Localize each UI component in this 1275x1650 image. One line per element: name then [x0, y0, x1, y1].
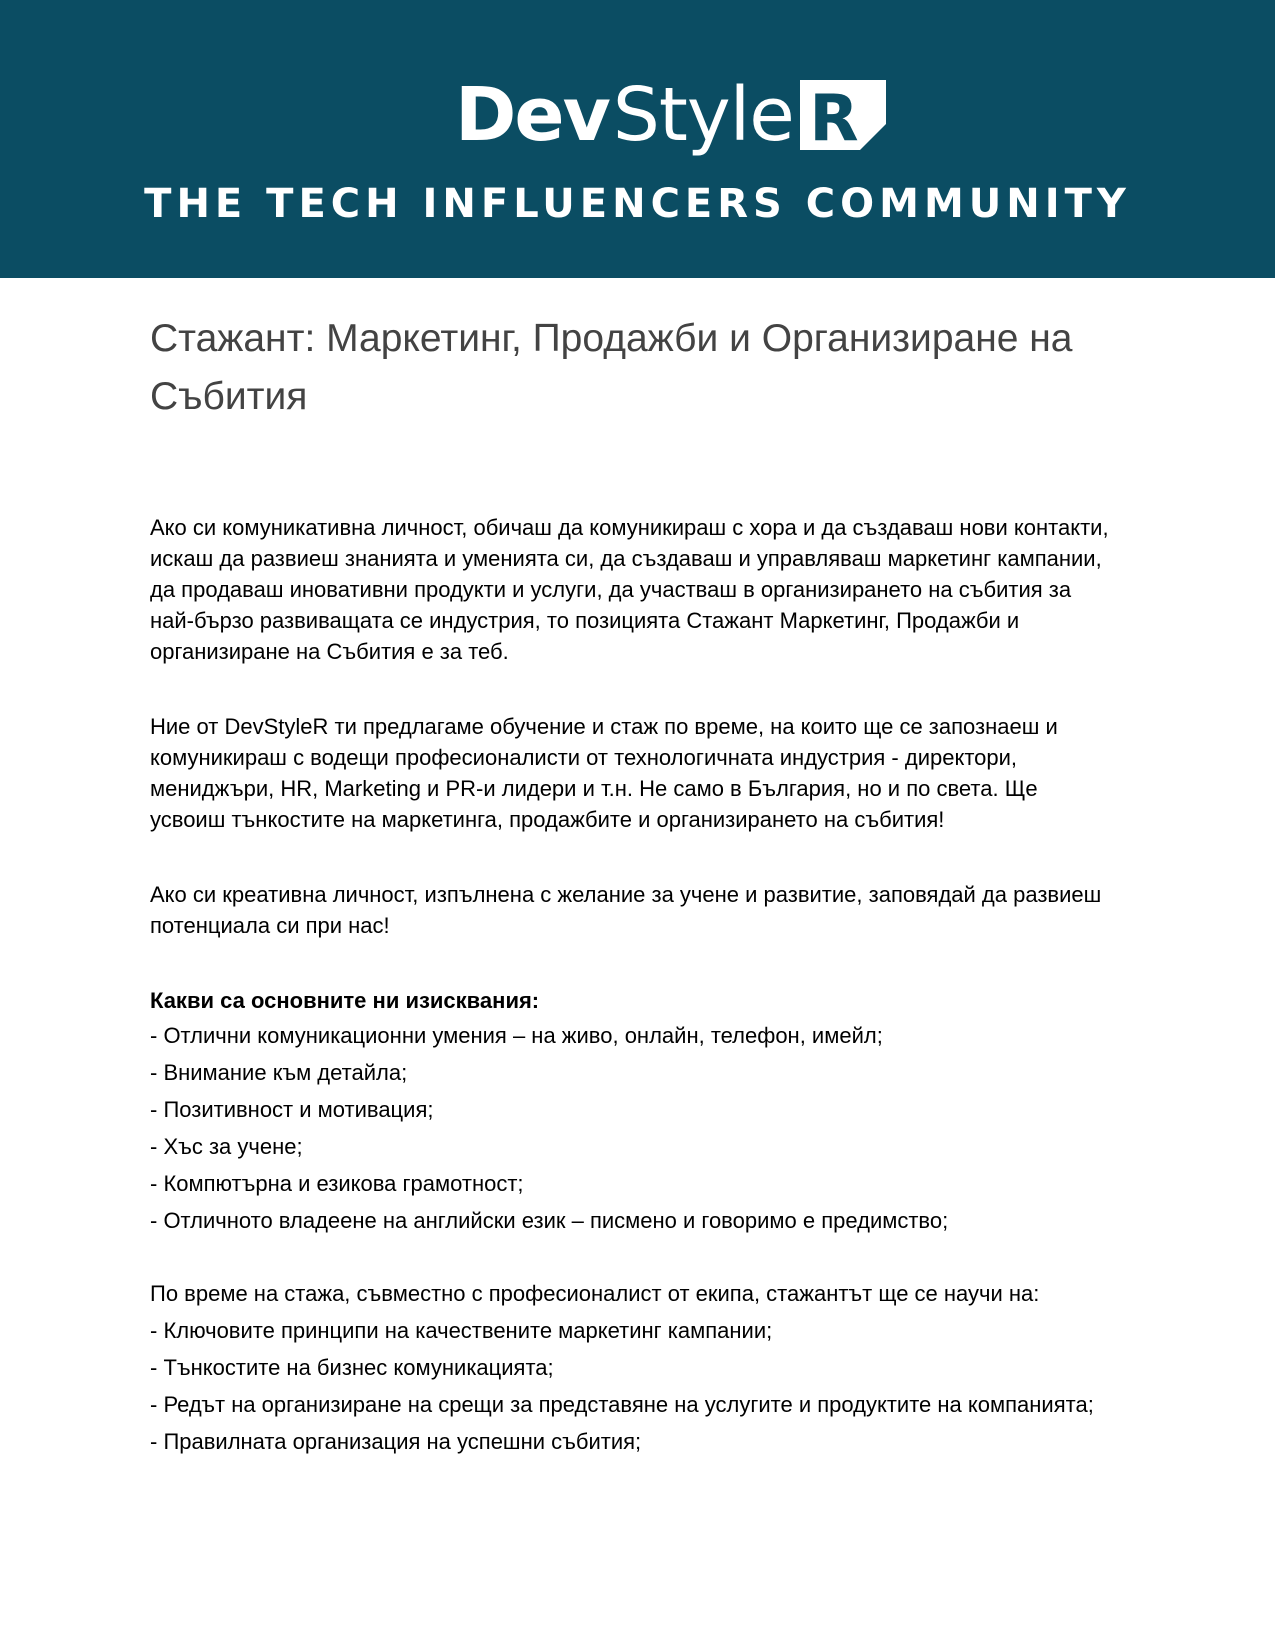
- invite-paragraph: Ако си креативна личност, изпълнена с желание за учене и развитие, заповядай да развиеш потенциала си при нас!: [150, 882, 1102, 938]
- devstyler-logo: [455, 62, 886, 158]
- learning-list: [150, 1315, 1110, 1457]
- list-item: - Тънкостите на бизнес комуникацията;: [150, 1355, 554, 1380]
- logo-text-light: Style: [612, 72, 794, 158]
- requirements-list: [150, 1020, 1110, 1236]
- list-item: - Компютърна и езикова грамотност;: [150, 1171, 524, 1196]
- learning-intro: По време на стажа, съвместно с професионалист от екипа, стажантът ще се научи на:: [150, 1281, 1040, 1306]
- list-item: - Позитивност и мотивация;: [150, 1097, 434, 1122]
- page-title: Стажант: Маркетинг, Продажби и Организиране на Събития: [150, 317, 1073, 418]
- list-item: - Редът на организиране на срещи за представяне на услугите и продуктите на компанията;: [150, 1392, 1094, 1417]
- offer-paragraph: Ние от DevStyleR ти предлагаме обучение и стаж по време, на които ще се запознаеш и комуникираш с водещи професионалисти от технологичната индустрия - директори, мениджъри, HR, Marketing и PR-и лидери и т.н. Не само в България, но и по света. Ще усвоиш тънкостите на маркетинга, продажбите и организирането на събития!: [150, 714, 1058, 832]
- list-item: - Правилната организация на успешни събития;: [150, 1429, 642, 1454]
- list-item: - Отлични комуникационни умения – на живо, онлайн, телефон, имейл;: [150, 1023, 883, 1048]
- logo-text-bold: Dev: [455, 72, 609, 158]
- header-banner: [0, 0, 1275, 278]
- intro-paragraph: Ако си комуникативна личност, обичаш да комуникираш с хора и да създаваш нови контакти, искаш да развиеш знанията и уменията си, да създаваш и управляваш маркетинг кампании, да продаваш иновативни продукти и услуги, да участваш в организирането на събития за най-бързо развиващата се индустрия, то позицията Стажант Маркетинг, Продажби и организиране на Събития е за теб.: [150, 515, 1109, 664]
- logo-badge-letter: R: [809, 82, 859, 150]
- logo-badge-icon: [800, 80, 886, 150]
- document-content: [150, 310, 1110, 1457]
- list-item: - Внимание към детайла;: [150, 1060, 408, 1085]
- requirements-heading: Какви са основните ни изисквания:: [150, 988, 540, 1013]
- list-item: - Ключовите принципи на качествените маркетинг кампании;: [150, 1318, 773, 1343]
- list-item: - Хъс за учене;: [150, 1134, 303, 1159]
- tagline: THE TECH INFLUENCERS COMMUNITY: [144, 181, 1131, 227]
- list-item: - Отличното владеене на английски език – писмено и говоримо е предимство;: [150, 1208, 949, 1233]
